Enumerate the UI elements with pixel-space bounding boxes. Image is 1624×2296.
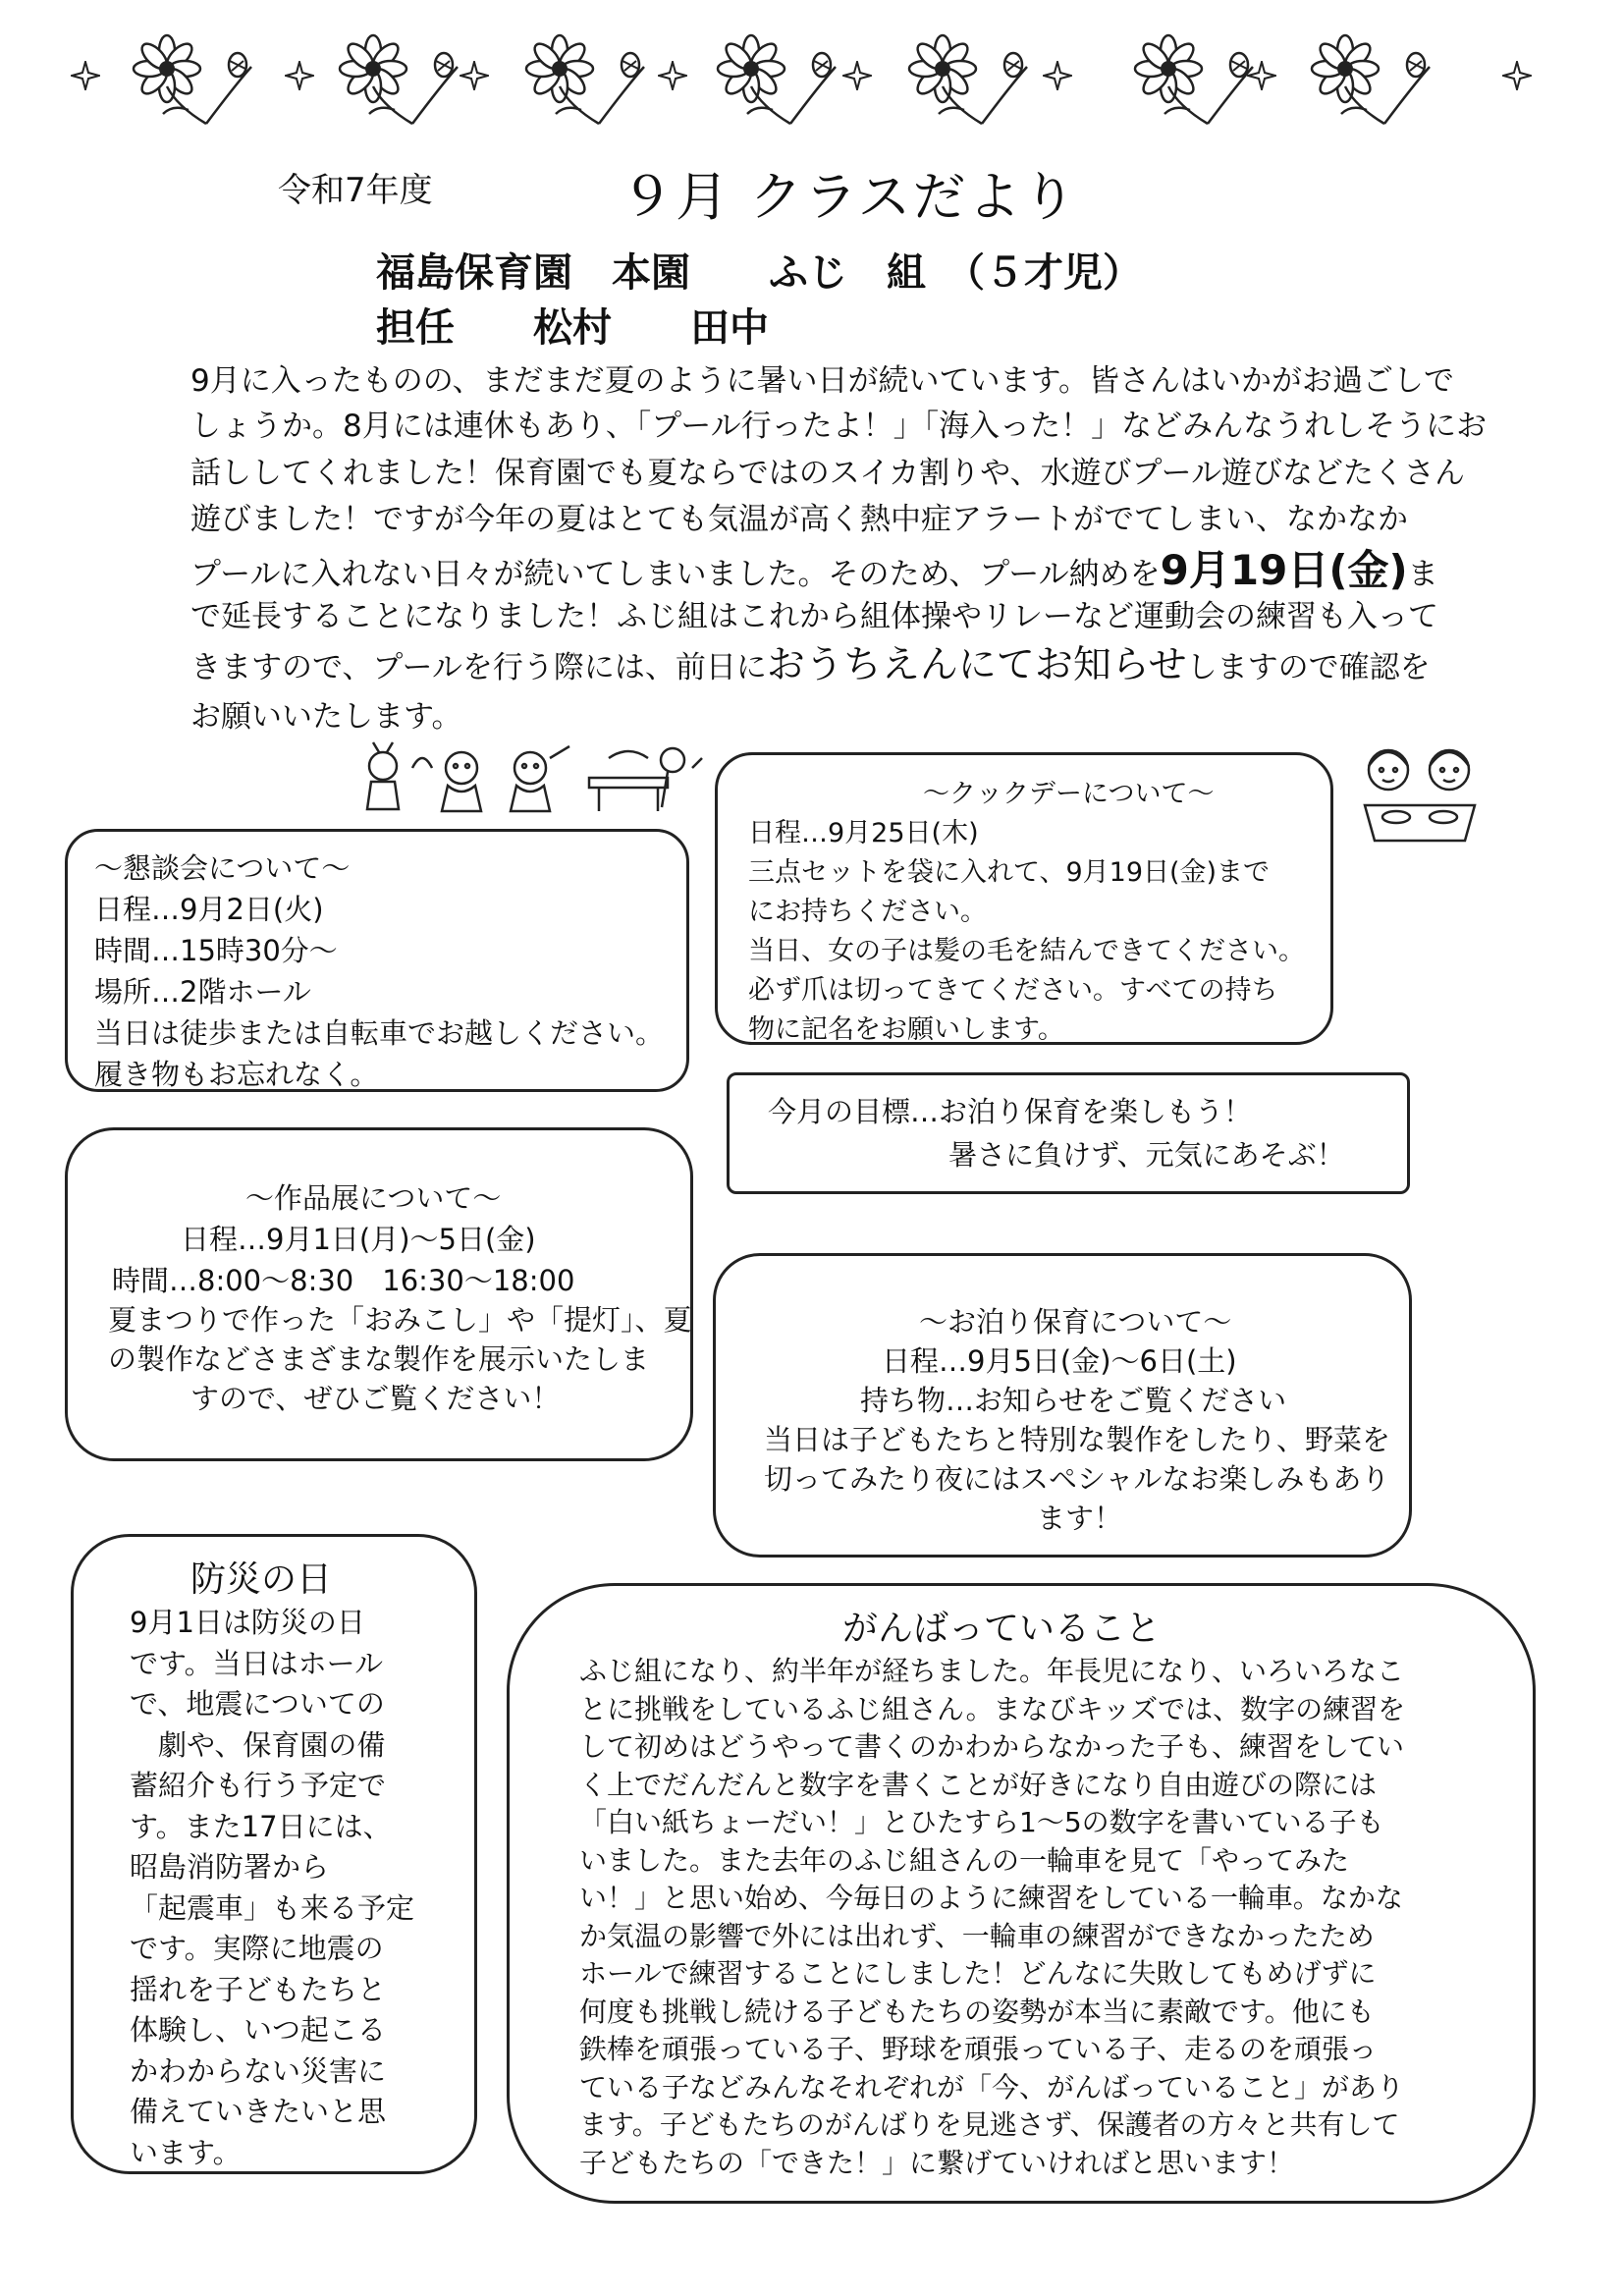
sakuhin-note: すので、ぜひご覧ください！ [190, 1382, 561, 1415]
bousai-line: です。当日はホール [130, 1646, 384, 1680]
bousai-line: かわからない災害に [130, 2053, 387, 2088]
bousai-line: 揺れを子どもたちと [130, 1972, 387, 2006]
ganbatte-line: ホールで練習することにしました！どんなに失敗してもめげずに [579, 1957, 1377, 1990]
sparkle-icon [71, 61, 100, 90]
bousai-line: 体験し、いつ起こる [130, 2013, 387, 2047]
ganbatte-line: ふじ組になり、約半年が経ちました。年長児になり、いろいろなこ [579, 1655, 1405, 1687]
intro-text: プールに入れない日々が続いてしまいました。そのため、プール納めを [190, 557, 1161, 592]
kondankai-heading: ～懇談会について～ [94, 851, 351, 885]
intro-line: 遊びました！ですが今年の夏はとても気温が高く熱中症アラートがでてしまい、なかなか [190, 502, 1408, 537]
sakuhin-time: 時間…8:00～8:30 16:30～18:00 [112, 1264, 575, 1297]
bousai-title: 防災の日 [190, 1559, 333, 1600]
ganbatte-line: とに挑戦をしているふじ組さん。まなびキッズでは、数字の練習を [579, 1692, 1406, 1725]
ganbatte-line: いました。また去年のふじ組さんの一輪車を見て「やってみた [579, 1843, 1350, 1877]
intro-text: ま [1407, 557, 1438, 592]
flower-icon [520, 31, 668, 130]
bousai-line: います。 [130, 2135, 242, 2169]
bousai-line: 備えていきたいと思 [130, 2095, 387, 2128]
sparkle-icon [1043, 61, 1072, 90]
school-line: 福島保育園 本園 ふじ 組 （５才児） [376, 250, 1142, 296]
sakuhin-heading: ～作品展について～ [245, 1181, 502, 1215]
ganbatte-line: い！」と思い始め、今毎日のように練習をしている一輪車。なかな [579, 1882, 1403, 1914]
intro-text: しますので確認を [1186, 650, 1431, 685]
sakuhin-note: 夏まつりで作った「おみこし」や「提灯」、夏 [108, 1303, 692, 1337]
sparkle-icon [460, 61, 489, 90]
flower-icon [712, 31, 859, 130]
intro-text: きますので、プールを行う際には、前日に [190, 650, 767, 685]
sparkle-icon [1502, 61, 1532, 90]
bousai-line: 昭島消防署から [130, 1850, 330, 1884]
bousai-line: す。また17日には、 [130, 1809, 392, 1843]
cookday-note: 三点セットを袋に入れて、9月19日(金)まで [748, 857, 1271, 888]
sakuhin-date: 日程…9月1日(月)～5日(金) [181, 1223, 536, 1256]
bousai-line: です。実際に地震の [130, 1932, 384, 1965]
monthly-goal-line: 暑さに負けず、元気にあそぶ！ [948, 1138, 1345, 1172]
oucien-notice: おうちえんにてお知らせ [766, 643, 1187, 687]
flower-icon [1306, 31, 1453, 130]
ganbatte-line: 「白い紙ちょーだい！」とひたすら1～5の数字を書いている子も [579, 1806, 1384, 1838]
ganbatte-line: く上でだんだんと数字を書くことが好きになり自由遊びの際には [579, 1768, 1378, 1801]
teachers-line: 担任 松村 田中 [376, 305, 769, 351]
sparkle-icon [285, 61, 314, 90]
ganbatte-line: 何度も挑戦し続ける子どもたちの姿勢が本当に素敵です。他にも [579, 1995, 1375, 2028]
cookday-note: 必ず爪は切ってきてください。すべての持ち [748, 975, 1278, 1006]
cookday-note: にお持ちください。 [748, 897, 987, 927]
intro-line: で延長することになりました！ふじ組はこれから組体操やリレーなど運動会の練習も入って [190, 599, 1438, 634]
pool-end-date: 9月19日(金) [1160, 546, 1408, 594]
otomari-items: 持ち物…お知らせをご覧ください [860, 1384, 1287, 1417]
cookday-note: 当日、女の子は髪の毛を結んできてください。 [748, 936, 1305, 966]
otomari-note: ます！ [1037, 1502, 1123, 1535]
ganbatte-line: 鉄棒を頑張っている子、野球を頑張っている子、走るのを頑張っ [579, 2033, 1378, 2065]
top-border [0, 0, 1624, 137]
sparkle-icon [658, 61, 687, 90]
ganbatte-line: ます。子どもたちのがんばりを見逃さず、保護者の方々と共有して [579, 2108, 1400, 2141]
kondankai-note: 当日は徒歩または自転車でお越しください。 [94, 1016, 665, 1050]
ganbatte-line: して初めはどうやって書くのかわからなかった子も、練習をしてい [579, 1730, 1405, 1763]
kondankai-place: 場所…2階ホール [94, 975, 311, 1009]
children-cooking-illustration [1351, 737, 1489, 847]
kondankai-time: 時間…15時30分～ [94, 934, 338, 967]
page-title: ９月 クラスだより [621, 166, 1078, 228]
otomari-heading: ～お泊り保育について～ [919, 1305, 1232, 1339]
ganbatte-title: がんばっていること [842, 1609, 1162, 1649]
intro-line: お願いいたします。 [190, 699, 462, 735]
otomari-note: 当日は子どもたちと特別な製作をしたり、野菜を [764, 1423, 1391, 1456]
bousai-line: 劇や、保育園の備 [130, 1727, 386, 1762]
bousai-line: 蓄紹介も行う予定で [130, 1769, 387, 1802]
bousai-line: 9月1日は防災の日 [130, 1606, 365, 1639]
sparkle-icon [1247, 61, 1276, 90]
intro-line: しょうか。8月には連休もあり、「プール行ったよ！」「海入った！」などみんなうれしそうにお [190, 409, 1488, 444]
cookday-note: 物に記名をお願いします。 [748, 1014, 1064, 1045]
bousai-line: 「起震車」も来る予定 [130, 1890, 415, 1925]
intro-line: 話ししてくれました！保育園でも夏ならではのスイカ割りや、水遊びプール遊びなどたくさん [190, 456, 1465, 491]
intro-line [190, 634, 1431, 689]
otomari-date: 日程…9月5日(金)～6日(土) [882, 1344, 1237, 1378]
sakuhin-note: の製作などさまざまな製作を展示いたしま [108, 1342, 650, 1376]
sparkle-icon [842, 61, 872, 90]
ganbatte-line: ている子などみんなそれぞれが「今、がんばっていること」があり [579, 2070, 1405, 2104]
monthly-goal-line: 今月の目標…お泊り保育を楽しもう！ [768, 1095, 1253, 1128]
kondankai-note: 履き物もお忘れなく。 [94, 1058, 379, 1091]
children-music-illustration [353, 738, 707, 817]
kondankai-date: 日程…9月2日(火) [94, 893, 324, 926]
era-year: 令和7年度 [278, 171, 433, 210]
otomari-note: 切ってみたり夜にはスペシャルなお楽しみもあり [764, 1462, 1390, 1496]
flower-icon [903, 31, 1051, 130]
intro-line: 9月に入ったものの、まだまだ夏のように暑い日が続いています。皆さんはいかがお過ごしで [190, 363, 1454, 399]
cookday-heading: ～クックデーについて～ [923, 779, 1215, 809]
ganbatte-line: か気温の影響で外には出れず、一輪車の練習ができなかったため [579, 1919, 1375, 1952]
intro-line [190, 538, 1438, 597]
cookday-date: 日程…9月25日(木) [748, 818, 979, 848]
bousai-line: で、地震についての [130, 1687, 385, 1721]
ganbatte-line: 子どもたちの「できた！」に繋げていければと思います！ [579, 2146, 1295, 2179]
flower-icon [128, 31, 275, 130]
